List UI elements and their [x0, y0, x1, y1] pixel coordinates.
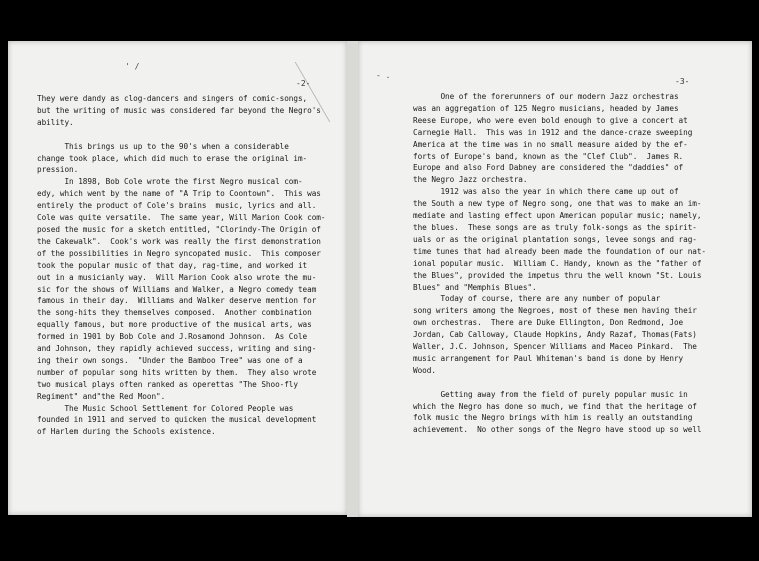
text-line: sic for the shows of Williams and Walker, a Negro comedy team: [37, 284, 317, 294]
text-line: time tunes that had already been made the foundation of our nat-: [413, 246, 707, 256]
text-line: which the Negro has done so much, we find that the heritage of: [413, 401, 697, 411]
text-line: mediate and lasting effect upon American popular music; namely,: [413, 211, 702, 221]
text-line: of Harlem during the Schools existence.: [37, 427, 216, 437]
text-line: number of popular song hits written by them. They also wrote: [37, 367, 317, 377]
text-line: of the possibilities in Negro syncopated music. This composer: [37, 248, 321, 258]
text-line: the South a new type of Negro song, one that was to make an im-: [413, 199, 702, 209]
text-line: own orchestras. There are Duke Ellington, Don Redmond, Joe: [413, 318, 684, 328]
text-line: and Johnson, they rapidly achieved success, writing and sing-: [37, 344, 317, 354]
text-line: Carnegie Hall. This was in 1912 and the dance-craze sweeping: [413, 127, 693, 137]
text-line: but the writing of music was considered far beyond the Negro's: [37, 105, 321, 115]
text-line: edy, which went by the name of "A Trip to Coontown". This was: [37, 189, 321, 199]
text-line: Getting away from the field of purely popular music in: [413, 389, 688, 399]
text-line: ing their own songs. "Under the Bamboo Tree" was one of a: [37, 355, 303, 365]
text-line: change took place, which did much to erase the original im-: [37, 153, 308, 163]
text-line: the Negro Jazz orchestra.: [413, 175, 528, 185]
text-line: the Blues", provided the impetus thru the well known "St. Louis: [413, 270, 702, 280]
text-line: Regiment" and"the Red Moon".: [37, 391, 166, 401]
text-line: Reese Europe, who were even bold enough to give a concert at: [413, 115, 688, 125]
text-line: song writers among the Negroes, most of these men having their: [413, 306, 697, 316]
text-line: Wood.: [413, 365, 436, 375]
left-page-text: [37, 93, 325, 438]
text-line: equally famous, but more productive of the musical arts, was: [37, 320, 312, 330]
text-line: [37, 129, 325, 141]
text-line: took the popular music of that day, rag-time, and worked it: [37, 260, 308, 270]
text-line: In 1898, Bob Cole wrote the first Negro musical com-: [37, 177, 303, 187]
text-line: posed the music for a sketch entitled, "Clorindy-The Origin of: [37, 224, 321, 234]
right-page-text: [413, 91, 706, 436]
text-line: the blues. These songs are as truly folk-songs as the spirit-: [413, 222, 697, 232]
text-line: the song-hits they themselves composed. Another combination: [37, 308, 312, 318]
text-line: was an aggregation of 125 Negro musicians, headed by James: [413, 103, 679, 113]
text-line: Blues" and "Memphis Blues".: [413, 282, 537, 292]
text-line: Europe and also Ford Dabney are considered the "daddies" of: [413, 163, 684, 173]
text-line: 1912 was also the year in which there came up out of: [413, 187, 679, 197]
text-line: two musical plays often ranked as operettas "The Shoo-fly: [37, 379, 298, 389]
text-line: founded in 1911 and served to quicken the musical development: [37, 415, 317, 425]
text-line: ability.: [37, 117, 74, 127]
text-line: music arrangement for Paul Whiteman's band is done by Henry: [413, 353, 684, 363]
text-line: Today of course, there are any number of popular: [413, 294, 661, 304]
text-line: One of the forerunners of our modern Jazz orchestras: [413, 92, 679, 101]
text-line: folk music the Negro brings with him is really an outstanding: [413, 413, 693, 423]
text-line: ional popular music. William C. Handy, known as the "father of: [413, 258, 702, 268]
right-margin-mark: - .: [376, 71, 391, 80]
text-line: the Cakewalk". Cook's work was really the first demonstration: [37, 236, 321, 246]
text-line: entirely the product of Cole's brains music, lyrics and all.: [37, 201, 317, 211]
text-line: They were dandy as clog-dancers and singers of comic-songs,: [37, 94, 308, 103]
text-line: Waller, J.C. Johnson, Spencer Williams and Maceo Pinkard. The: [413, 342, 697, 352]
text-line: Cole was quite versatile. The same year, Will Marion Cook com-: [37, 213, 326, 223]
text-line: forts of Europe's band, known as the "Clef Club". James R.: [413, 151, 684, 161]
left-margin-mark: ' /: [125, 62, 140, 71]
text-line: The Music School Settlement for Colored People was: [37, 403, 294, 413]
text-line: [413, 377, 706, 389]
right-page-number: -3-: [675, 77, 690, 86]
text-line: pression.: [37, 165, 79, 175]
text-line: famous in their day. Williams and Walker deserve mention for: [37, 296, 317, 306]
text-line: America at the time was in no small measure aided by the ef-: [413, 139, 688, 149]
text-line: uals or as the original plantation songs, levee songs and rag-: [413, 234, 697, 244]
text-line: Jordan, Cab Calloway, Claude Hopkins, Andy Razaf, Thomas(Fats): [413, 330, 697, 340]
text-line: achievement. No other songs of the Negro have stood up so well: [413, 425, 702, 435]
text-line: This brings us up to the 90's when a considerable: [37, 141, 289, 151]
text-line: formed in 1901 by Bob Cole and J.Rosamond Johnson. As Cole: [37, 332, 308, 342]
left-page-number: -2-: [296, 79, 311, 88]
text-line: out in a musicianly way. Will Marion Cook also wrote the mu-: [37, 272, 317, 282]
